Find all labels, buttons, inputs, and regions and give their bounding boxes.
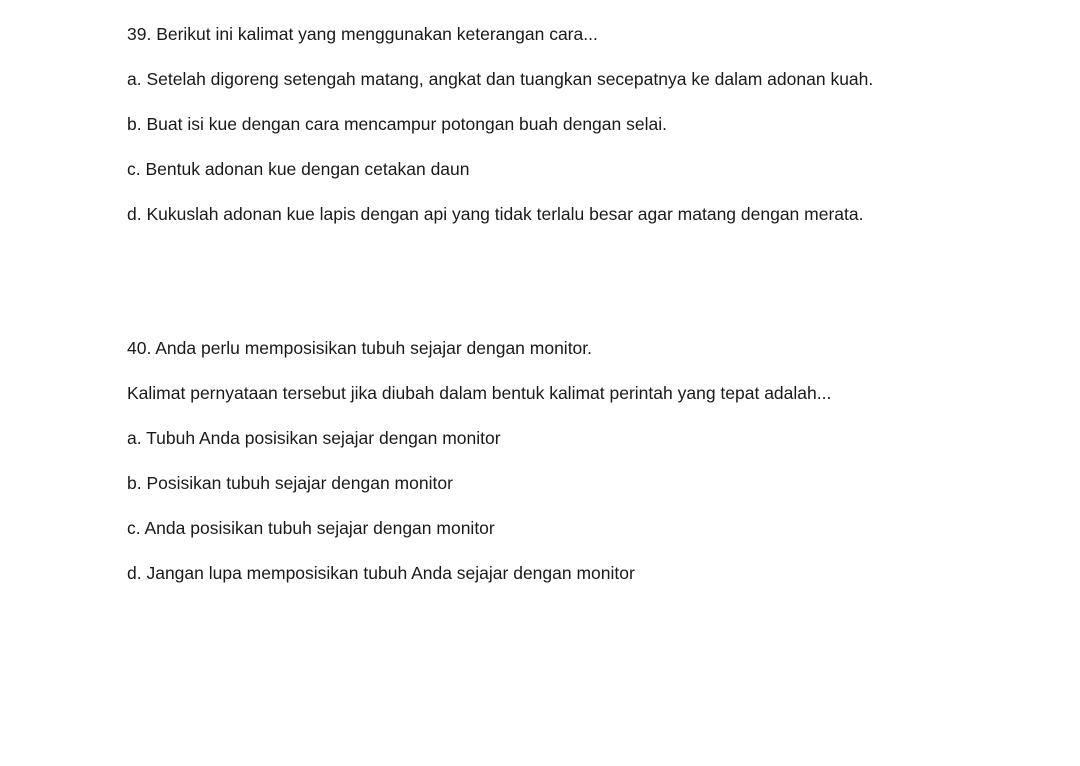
question-39-option-b: b. Buat isi kue dengan cara mencampur potongan buah dengan selai.	[127, 114, 667, 134]
question-39-option-a: a. Setelah digoreng setengah matang, angkat dan tuangkan secepatnya ke dalam adonan kuah.	[127, 69, 874, 89]
question-39-option-d: d. Kukuslah adonan kue lapis dengan api yang tidak terlalu besar agar matang dengan merata.	[127, 204, 864, 224]
question-39-prompt: 39. Berikut ini kalimat yang menggunakan keterangan cara...	[127, 24, 598, 44]
question-40-option-d: d. Jangan lupa memposisikan tubuh Anda sejajar dengan monitor	[127, 563, 635, 583]
question-40-instruction: Kalimat pernyataan tersebut jika diubah dalam bentuk kalimat perintah yang tepat adalah...	[127, 383, 832, 403]
question-39-option-c: c. Bentuk adonan kue dengan cetakan daun	[127, 159, 470, 179]
question-40-option-b: b. Posisikan tubuh sejajar dengan monitor	[127, 473, 453, 493]
question-40-prompt: 40. Anda perlu memposisikan tubuh sejajar dengan monitor.	[127, 338, 593, 358]
question-40-option-c: c. Anda posisikan tubuh sejajar dengan monitor	[127, 518, 495, 538]
question-40-option-a: a. Tubuh Anda posisikan sejajar dengan monitor	[127, 428, 501, 448]
